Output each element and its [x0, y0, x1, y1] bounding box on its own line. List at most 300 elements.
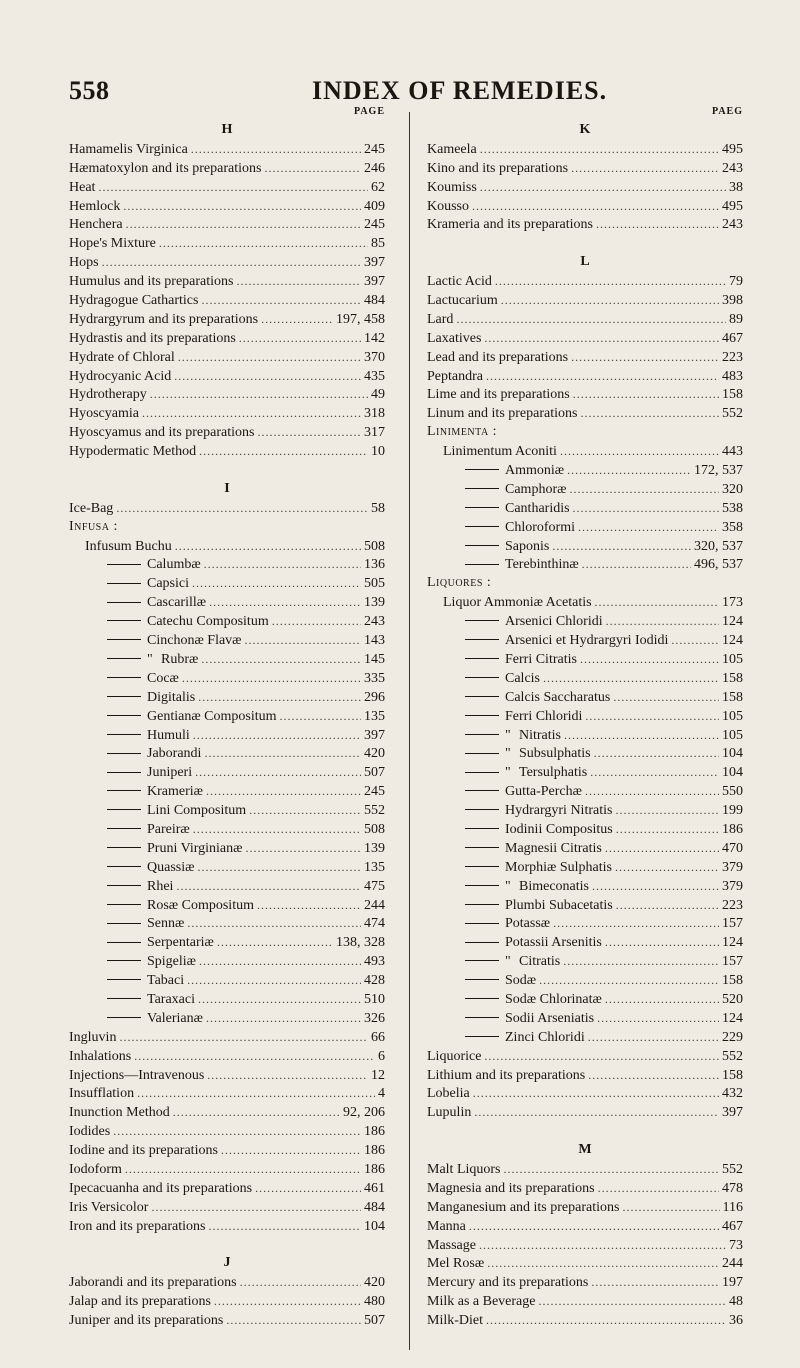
entry-text: Hypodermatic Method [69, 444, 197, 460]
entry-text: Laxatives [427, 330, 482, 346]
dot-leader [578, 518, 719, 537]
entry-label [465, 708, 582, 727]
dot-leader [573, 385, 719, 404]
page-reference: 243 [722, 160, 743, 176]
entry-text: Cocæ [147, 670, 179, 686]
page-reference: 92, 206 [343, 1105, 385, 1121]
page-reference: 158 [722, 670, 743, 686]
entry-text: Hydrocyanic Acid [69, 368, 172, 384]
page-number: 558 [69, 76, 110, 105]
index-entry [427, 820, 743, 839]
page-reference: 461 [364, 1180, 385, 1196]
index-entry [69, 820, 385, 839]
dot-leader [221, 1141, 361, 1160]
dot-leader [198, 990, 361, 1009]
dot-leader [487, 1254, 719, 1273]
entry-label [107, 689, 195, 708]
dot-leader [197, 858, 361, 877]
page-reference: 38 [729, 179, 743, 195]
entry-text: Plumbi Subacetatis [505, 897, 613, 913]
dot-leader [187, 971, 361, 990]
entry-text: Sodæ Chlorinatæ [505, 991, 602, 1007]
entry-text: Saponis [505, 538, 550, 554]
page-reference: 139 [364, 840, 385, 856]
index-entry [427, 461, 743, 480]
entry-label [465, 481, 566, 500]
entry-text: Hydrate of Chloral [69, 349, 175, 365]
entry-label [427, 292, 498, 311]
index-entry [427, 140, 743, 159]
repeat-dash [465, 734, 499, 735]
section-letter: J [223, 1255, 231, 1271]
page-reference: 505 [364, 576, 385, 592]
page-reference: 143 [364, 633, 385, 649]
page-reference: 199 [722, 803, 743, 819]
dot-leader [257, 896, 361, 915]
entry-text: Mel Rosæ [427, 1256, 485, 1272]
entry-text: Citratis [519, 954, 561, 970]
index-entry [69, 574, 385, 593]
entry-text: Lead and its preparations [427, 349, 569, 365]
index-entry [427, 650, 743, 669]
dot-leader [176, 877, 361, 896]
repeat-dash [465, 979, 499, 980]
left-column [69, 106, 385, 1330]
dot-leader [245, 631, 361, 650]
page-reference: 552 [722, 406, 743, 422]
ditto-mark: " [505, 954, 511, 970]
entry-label [427, 368, 483, 387]
index-entry [427, 1198, 743, 1217]
dot-leader [199, 952, 361, 971]
dot-leader [560, 442, 719, 461]
dot-leader [178, 348, 361, 367]
dot-leader [113, 1122, 361, 1141]
dot-leader [217, 933, 333, 952]
entry-text: Malt Liquors [427, 1161, 501, 1177]
entry-text: Juniperi [147, 765, 193, 781]
page-reference: 507 [364, 765, 385, 781]
index-entry [427, 480, 743, 499]
entry-label [69, 1274, 237, 1293]
dot-leader [563, 952, 719, 971]
entry-text: Pruni Virginianæ [147, 840, 243, 856]
entry-label [69, 235, 156, 254]
entry-text: Insufflation [69, 1086, 135, 1102]
entry-text: Serpentariæ [147, 935, 214, 951]
entry-label [69, 330, 236, 349]
dot-leader [606, 612, 719, 631]
dot-leader [598, 1179, 719, 1198]
entry-text: Magnesii Citratis [505, 840, 602, 856]
repeat-dash [107, 904, 141, 905]
index-entry [69, 782, 385, 801]
page-reference: 124 [722, 935, 743, 951]
entry-label [69, 1293, 211, 1312]
entry-label [69, 1312, 223, 1331]
repeat-dash [465, 469, 499, 470]
index-entry [427, 1103, 743, 1122]
entry-label [107, 802, 246, 821]
index-entry [69, 650, 385, 669]
dot-leader [195, 763, 361, 782]
page-reference: 467 [722, 1218, 743, 1234]
entry-text: Quassiæ [147, 859, 195, 875]
index-entry [427, 1254, 743, 1273]
page-reference: 475 [364, 878, 385, 894]
index-entry [69, 688, 385, 707]
entry-label [427, 1104, 471, 1123]
repeat-dash [465, 507, 499, 508]
dot-leader [201, 650, 361, 669]
ditto-mark: " [505, 765, 511, 781]
repeat-dash [107, 715, 141, 716]
page-reference: 10 [371, 444, 385, 460]
page-reference: 157 [722, 954, 743, 970]
entry-text: Sodæ [505, 973, 537, 989]
repeat-dash [465, 1017, 499, 1018]
entry-label [107, 651, 198, 670]
index-entry [427, 1160, 743, 1179]
dot-leader [119, 1028, 368, 1047]
dot-leader [495, 272, 726, 291]
index-entry [427, 404, 743, 423]
entry-text: Magnesia and its preparations [427, 1180, 595, 1196]
dot-leader [480, 178, 726, 197]
section-spacer [69, 461, 385, 480]
dot-leader [615, 801, 719, 820]
entry-label [107, 859, 194, 878]
page-reference: 197 [722, 1275, 743, 1291]
page-reference: 158 [722, 387, 743, 403]
page-reference: 243 [722, 217, 743, 233]
group-heading: Liquores : [427, 575, 492, 591]
index-entry [427, 215, 743, 234]
entry-text: Juniper and its preparations [69, 1313, 224, 1329]
entry-label [107, 934, 214, 953]
section-letter: K [579, 122, 591, 137]
repeat-dash [465, 998, 499, 999]
page-reference: 495 [722, 141, 743, 157]
page-column-label: PAGE [353, 106, 385, 117]
entry-label [107, 632, 242, 651]
entry-label [427, 141, 477, 160]
page-reference: 173 [722, 595, 743, 611]
entry-text: Iodoform [69, 1161, 122, 1177]
entry-label [465, 934, 602, 953]
index-entry [69, 631, 385, 650]
ditto-mark: " [505, 878, 511, 894]
repeat-dash [465, 488, 499, 489]
dot-leader [255, 1179, 361, 1198]
page-reference: 124 [722, 633, 743, 649]
entry-label [427, 179, 477, 198]
entry-text: Lard [427, 311, 454, 327]
dot-leader [582, 555, 691, 574]
right-column [427, 106, 743, 1330]
group-heading: Linimenta : [427, 424, 498, 440]
entry-text: Sennæ [147, 916, 185, 932]
page-reference: 495 [722, 198, 743, 214]
dot-leader [474, 1103, 719, 1122]
page-reference: 379 [722, 878, 743, 894]
section-letter: M [578, 1142, 592, 1158]
entry-label [107, 556, 201, 575]
entry-text: Lactucarium [427, 293, 498, 309]
page-reference: 223 [722, 349, 743, 365]
entry-label [69, 311, 258, 330]
index-entry [427, 1179, 743, 1198]
page-reference: 397 [364, 274, 385, 290]
entry-text: Morphiæ Sulphatis [505, 859, 612, 875]
section-spacer [69, 1236, 385, 1255]
repeat-dash [465, 960, 499, 961]
index-entry [69, 1103, 385, 1122]
index-entry [427, 1217, 743, 1236]
index-entry [427, 1047, 743, 1066]
page-reference: 104 [722, 746, 743, 762]
entry-text: Manna [427, 1218, 466, 1234]
entry-label [107, 708, 277, 727]
entry-text: Lime and its preparations [427, 387, 570, 403]
right-column-rows [427, 121, 743, 1330]
dot-leader [249, 801, 361, 820]
repeat-dash [465, 658, 499, 659]
entry-label [107, 727, 190, 746]
repeat-dash [107, 828, 141, 829]
repeat-dash [465, 677, 499, 678]
index-entry [69, 1122, 385, 1141]
index-entry [69, 990, 385, 1009]
repeat-dash [465, 715, 499, 716]
entry-label [107, 783, 203, 802]
entry-text: Potassii Arsenitis [505, 935, 602, 951]
dot-leader [280, 707, 362, 726]
index-entry [69, 896, 385, 915]
section-letter: I [224, 480, 230, 496]
dot-leader [613, 688, 719, 707]
entry-label [427, 1274, 588, 1293]
entry-label [107, 915, 184, 934]
index-entry [427, 1311, 743, 1330]
index-entry [427, 669, 743, 688]
dot-leader [173, 1103, 340, 1122]
index-entry [69, 329, 385, 348]
index-entry [69, 707, 385, 726]
index-entry [69, 272, 385, 291]
index-entry [69, 367, 385, 386]
page-reference: 157 [722, 916, 743, 932]
entry-label [69, 1067, 204, 1086]
entry-label [427, 386, 570, 405]
entry-label [465, 651, 577, 670]
entry-text: Cantharidis [505, 500, 570, 516]
entry-text: Rosæ Compositum [147, 897, 254, 913]
entry-text: Mercury and its preparations [427, 1275, 589, 1291]
repeat-dash [465, 526, 499, 527]
entry-text: Gutta-Perchæ [505, 784, 582, 800]
entry-text: Linimentum Aconiti [443, 444, 557, 460]
index-entry [427, 367, 743, 386]
dot-leader [501, 291, 719, 310]
page-reference: 186 [722, 821, 743, 837]
entry-text: Iodine and its preparations [69, 1143, 218, 1159]
entry-label [465, 840, 602, 859]
dot-leader [571, 348, 719, 367]
repeat-dash [107, 1017, 141, 1018]
index-entry [69, 971, 385, 990]
page-reference: 320 [722, 481, 743, 497]
entry-text: Camphoræ [505, 481, 567, 497]
dot-leader [592, 877, 719, 896]
page-reference: 552 [722, 1048, 743, 1064]
entry-label [69, 424, 254, 443]
dot-leader [204, 555, 361, 574]
page-reference: 124 [722, 1010, 743, 1026]
entry-text: Milk-Diet [427, 1313, 483, 1329]
page-reference: 48 [729, 1294, 743, 1310]
entry-text: Taraxaci [147, 991, 195, 1007]
page-reference: 480 [364, 1294, 385, 1310]
page-reference: 116 [722, 1199, 743, 1215]
entry-text: Chloroformi [505, 519, 575, 535]
entry-label [427, 1255, 484, 1274]
page-reference: 510 [364, 991, 385, 1007]
repeat-dash [465, 885, 499, 886]
entry-label [69, 254, 99, 273]
dot-leader [182, 669, 361, 688]
page-reference: 6 [378, 1048, 385, 1064]
entry-label [427, 1312, 483, 1331]
entry-text: Catechu Compositum [147, 614, 269, 630]
entry-label [107, 594, 206, 613]
index-entry [427, 1028, 743, 1047]
dot-leader [472, 197, 719, 216]
entry-text: Tersulphatis [519, 765, 588, 781]
index-entry [427, 1066, 743, 1085]
dot-leader [199, 442, 368, 461]
index-entry [427, 518, 743, 537]
page-reference: 493 [364, 954, 385, 970]
dot-leader [597, 1009, 719, 1028]
dot-leader [616, 896, 719, 915]
index-entry [69, 744, 385, 763]
entry-label [465, 632, 668, 651]
page-reference: 397 [722, 1105, 743, 1121]
entry-text: Hemlock [69, 198, 121, 214]
repeat-dash [465, 828, 499, 829]
ditto-mark: " [147, 651, 153, 667]
repeat-dash [107, 696, 141, 697]
entry-label [107, 878, 173, 897]
repeat-dash [465, 790, 499, 791]
repeat-dash [107, 960, 141, 961]
page-reference: 49 [371, 387, 385, 403]
entry-text: Manganesium and its preparations [427, 1199, 620, 1215]
dot-leader [208, 1217, 361, 1236]
entry-label [427, 1180, 595, 1199]
dot-leader [137, 1084, 375, 1103]
dot-leader [193, 820, 361, 839]
page-reference: 135 [364, 859, 385, 875]
repeat-dash [465, 772, 499, 773]
dot-leader [486, 367, 719, 386]
dot-leader [126, 215, 361, 234]
repeat-dash [465, 545, 499, 546]
entry-label [427, 198, 469, 217]
entry-text: Kino and its preparations [427, 160, 569, 176]
page-reference: 58 [371, 500, 385, 516]
entry-text: Rhei [147, 878, 174, 894]
page-reference: 197, 458 [336, 311, 385, 327]
entry-text: Iron and its preparations [69, 1218, 206, 1234]
entry-label [107, 613, 269, 632]
dot-leader [596, 215, 719, 234]
page-reference: 470 [722, 840, 743, 856]
dot-leader [134, 1047, 375, 1066]
page-reference: 420 [364, 746, 385, 762]
dot-leader [125, 1160, 361, 1179]
index-entry [69, 669, 385, 688]
index-entry [69, 1066, 385, 1085]
dot-leader [486, 1311, 726, 1330]
index-entry [427, 291, 743, 310]
entry-text: Calcis Saccharatus [505, 689, 611, 705]
entry-label [69, 141, 188, 160]
page-reference: 435 [364, 368, 385, 384]
entry-text: Henchera [69, 217, 123, 233]
entry-label [85, 538, 172, 557]
entry-text: Kameela [427, 141, 477, 157]
page-reference: 89 [729, 311, 743, 327]
page-reference: 243 [364, 614, 385, 630]
page-reference: 474 [364, 916, 385, 932]
index-entry [69, 952, 385, 971]
page-reference: 105 [722, 708, 743, 724]
index-entry [69, 726, 385, 745]
entry-text: Krameria and its preparations [427, 217, 593, 233]
repeat-dash [107, 620, 141, 621]
entry-text: Jaborandi [147, 746, 202, 762]
dot-leader [595, 593, 719, 612]
index-entry [69, 933, 385, 952]
page-reference: 229 [722, 1029, 743, 1045]
entry-label [465, 972, 536, 991]
entry-text: Iodides [69, 1124, 111, 1140]
entry-text: Nitratis [519, 727, 561, 743]
entry-label [69, 405, 139, 424]
dot-leader [261, 310, 333, 329]
entry-label [107, 745, 201, 764]
repeat-dash [465, 1036, 499, 1037]
page-reference: 244 [722, 1256, 743, 1272]
index-entry [427, 159, 743, 178]
section-spacer [427, 234, 743, 253]
dot-leader [187, 914, 361, 933]
index-entry [427, 272, 743, 291]
page-reference: 397 [364, 727, 385, 743]
page-reference: 104 [364, 1218, 385, 1234]
index-entry [427, 858, 743, 877]
index-entry [427, 726, 743, 745]
entry-label [69, 386, 147, 405]
entry-label [107, 897, 254, 916]
repeat-dash [107, 753, 141, 754]
entry-text: Calumbæ [147, 557, 201, 573]
dot-leader [585, 707, 719, 726]
page-reference: 420 [364, 1275, 385, 1291]
index-entry [69, 1160, 385, 1179]
